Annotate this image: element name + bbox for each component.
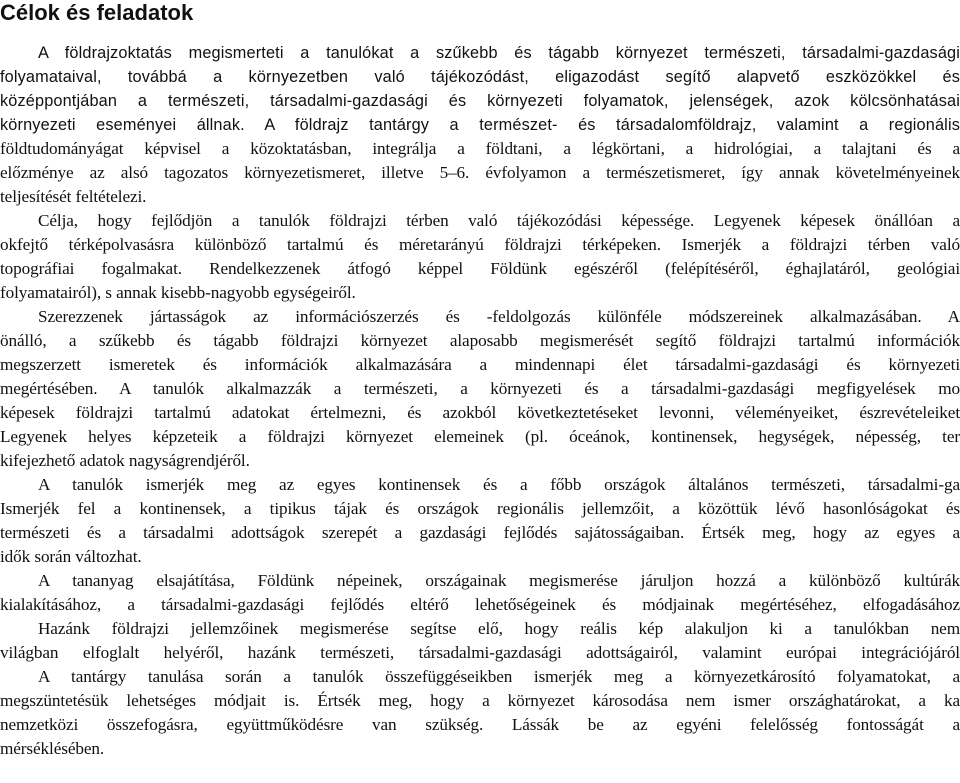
text-line: Célja, hogy fejlődjön a tanulók földrajzi térben való tájékozódási képessége. Legyenek képesek önállóan a [38, 211, 960, 230]
text-line: önálló, a szűkebb és tágabb földrajzi környezet alaposabb megismerését segítő földrajzi tartalmú információk [0, 331, 960, 350]
text-line: Legyenek helyes képzeteik a földrajzi környezet elemeinek (pl. óceánok, kontinensek, hegységek, népesség, ter [0, 427, 960, 446]
text-line: megszüntetésük lehetséges módjait is. Értsék meg, hogy a környezet károsodása nem ismer országhatárokat, a ka [0, 691, 960, 710]
text-line: Szerezzenek jártasságok az információszerzés és -feldolgozás különféle módszereinek alkalmazásában. A [38, 307, 960, 326]
text-line: Ismerjék fel a kontinensek, a tipikus tájak és országok regionális jellemzőit, a közöttük lévő hasonlóságokat és [0, 499, 960, 518]
text-line: mérséklésében. [0, 739, 105, 758]
text-line: nemzetközi összefogásra, együttműködésre van szükség. Lássák be az egyéni felelősség fontosságát a [0, 715, 960, 734]
text-line: megszerzett ismeretek és információk alkalmazására a mindennapi élet társadalmi-gazdasági és környezeti [0, 355, 960, 374]
text-line: világban elfoglalt helyéről, hazánk természeti, társadalmi-gazdasági adottságairól, valamint európai integrációjáról [0, 643, 960, 662]
text-line: A tananyag elsajátítása, Földünk népeinek, országainak megismerése járuljon hozzá a különböző kultúrák [38, 571, 960, 590]
text-line: idők során változhat. [0, 547, 142, 566]
text-line: A tantárgy tanulása során a tanulók összefüggéseikben ismerjék meg a környezetkárosító folyamatokat, a [38, 667, 960, 686]
page-title: Célok és feladatok [0, 0, 194, 25]
text-line: földtudományágat képvisel a közoktatásban, integrálja a földtani, a légkörtani, a hidrológiai, a talajtani és a [0, 139, 960, 158]
text-line: természeti és a társadalmi adottságok szerepét a gazdasági fejlődés sajátosságaiban. Értsék meg, hogy az egyes a [0, 523, 960, 542]
document-body [0, 41, 960, 761]
text-line: folyamatairól), s annak kisebb-nagyobb egységeiről. [0, 283, 356, 302]
text-line: megértésében. A tanulók alkalmazzák a természeti, a környezeti és a társadalmi-gazdasági megfigyelések mo [0, 379, 960, 398]
text-line: környezeti eseményei állnak. A földrajz tantárgy a természet- és társadalomföldrajz, valamint a regionális [0, 116, 960, 134]
text-line: kialakításához, a társadalmi-gazdasági fejlődés eltérő lehetőségeinek és módjainak megértéséhez, elfogadásához [0, 595, 960, 614]
text-line: A földrajzoktatás megismerteti a tanulókat a szűkebb és tágabb környezet természeti, társadalmi-gazdasági [38, 44, 960, 62]
text-line: képesek földrajzi tartalmú adatokat értelmezni, és azokból következtetéseket levonni, véleményeiket, észrevételeiket [0, 403, 960, 422]
text-line: topográfiai fogalmakat. Rendelkezzenek átfogó képpel Földünk egészéről (felépítéséről, éghajlatáról, geológiai [0, 259, 960, 278]
text-line: kifejezhető adatok nagyságrendjéről. [0, 451, 250, 470]
text-line: előzménye az alsó tagozatos környezetismeret, illetve 5–6. évfolyamon a természetismeret, így annak követelményeinek [0, 163, 960, 182]
text-line: Hazánk földrajzi jellemzőinek megismerése segítse elő, hogy reális kép alakuljon ki a tanulókban nem [38, 619, 960, 638]
text-line: középpontjában a természeti, társadalmi-gazdasági és környezeti folyamatok, jelenségek, azok kölcsönhatásai [0, 92, 960, 110]
text-line: A tanulók ismerjék meg az egyes kontinensek és a főbb országok általános természeti, társadalmi-ga [38, 475, 960, 494]
text-line: folyamataival, továbbá a környezetben való tájékozódást, eligazodást segítő alapvető eszközökkel és [0, 68, 960, 86]
text-line: okfejtő térképolvasásra különböző tartalmú és méretarányú földrajzi térképeken. Ismerjék a földrajzi térben való [0, 235, 960, 254]
text-line: teljesítését feltételezi. [0, 187, 147, 206]
